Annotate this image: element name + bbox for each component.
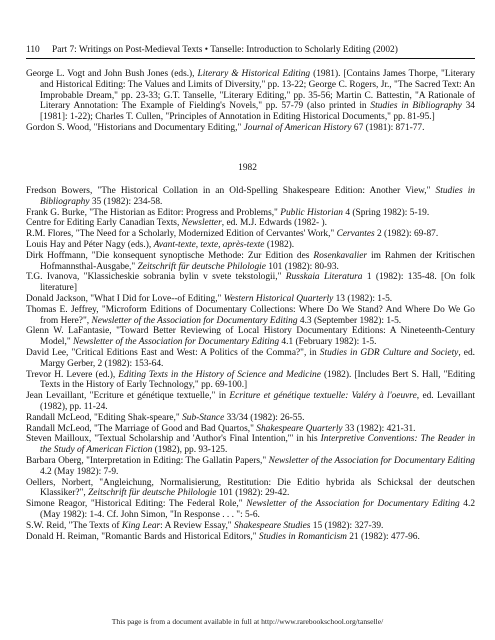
entry-text: Donald H. Reiman, "Romantic Bards and Historical Editors," — [26, 531, 259, 542]
entry-title-italic: Journal of American History — [243, 122, 352, 133]
entry-text: 4.1 (February 1982): 1-5. — [279, 337, 377, 348]
entry-text: , ed. Margy Gerber, 2 (1982): 153-64. — [40, 347, 475, 369]
entry-title-italic: Zeitschrift für deutsche Philologie — [137, 261, 266, 272]
entry-text: 15 (1982): 327-39. — [310, 520, 384, 531]
entry-text: T.G. Ivanova, "Klassicheskie sobrania bylin v svete tekstologii," — [26, 272, 286, 283]
entry-title-italic: Shakespeare Studies — [233, 520, 311, 531]
entry-text: 67 (1981): 871-77. — [351, 122, 425, 133]
entry-title-italic: Newsletter of the Association for Documentary Editing — [268, 455, 475, 466]
year-heading: 1982 — [238, 163, 257, 173]
bibliography-entry — [26, 186, 475, 208]
entry-text: im Rahmen der Kritischen Hofmannsthal-Ausgabe," — [40, 250, 475, 272]
entry-title-italic: Studies in GDR Culture and Society — [319, 347, 459, 358]
entry-title-italic: Public Historian — [280, 207, 343, 218]
entry-text: 35 (1982): 234-58. — [89, 196, 163, 207]
bibliography-entry — [26, 240, 475, 251]
entry-text: , ed. Levaillant (1982), pp. 11-24. — [40, 391, 475, 412]
entry-text: George L. Vogt and John Bush Jones (eds.), — [26, 69, 198, 79]
entry-text: Gordon S. Wood, "Historians and Documentary Editing," — [26, 122, 244, 133]
entry-title-italic: Avant-texte, texte, après-texte — [153, 239, 265, 250]
entry-text: Fredson Bowers, "The Historical Collation in an Old-Spelling Shakespeare Edition: Another View," — [26, 186, 436, 196]
entry-text: S.W. Reid, "The Texts of — [26, 520, 122, 531]
bibliography-entry — [26, 208, 475, 219]
bibliography-entry — [26, 370, 475, 392]
entry-text: Centre for Editing Early Canadian Texts, — [26, 218, 182, 229]
bibliography-entry — [26, 521, 475, 532]
running-header — [26, 45, 475, 56]
entry-text: R.M. Flores, "The Need for a Scholarly, Modernized Edition of Cervantes' Work," — [26, 229, 337, 240]
header-rule — [26, 58, 475, 59]
entry-text: (1982). — [264, 239, 295, 250]
entry-title-italic: Newsletter of the Association for Documentary Editing — [246, 499, 460, 510]
page-number: 110 — [26, 45, 40, 55]
entry-title-italic: Zeitschrift für deutsche Philologie — [88, 488, 217, 499]
bibliography-entry — [26, 218, 475, 229]
entry-text: Randall McLeod, "Editing Shak-speare," — [26, 412, 183, 423]
entry-text: Jean Levaillant, "Ecriture et génétique textuelle," in — [26, 391, 230, 402]
bibliography-entry — [26, 456, 475, 478]
page-footer: This page is from a document available in full at http://www.rarebookschool.org/tanselle/ — [111, 617, 384, 626]
bibliography-entry — [26, 532, 475, 543]
entry-text: 4.2 (May 1982): 1-4. Cf. John Simon, "In Response . . . ": 5-6. — [40, 499, 476, 520]
entry-text: Randall McLeod, "The Marriage of Good and Bad Quartos," — [26, 423, 257, 434]
bibliography-entry — [26, 69, 475, 123]
bibliography-entry — [26, 326, 475, 348]
entry-text: (1981). [Contains James Thorpe, "Literary and Historical Editing: The Values and Limits of Diversity," pp. 13-22; George C. Rogers, Jr., "The Sacred Text: An Improbable Dream," pp. 23-33; G.T. Tanselle, "Literary Editing," pp. 35-56; Martin C. Battestin, "A Rationale of Literary Annotation: The Example of Fielding's Novels," pp. 57-79 (also printed in — [40, 69, 476, 112]
entry-title-italic: Studies in Romanticism — [258, 531, 347, 542]
entry-text: 101 (1982): 29-42. — [216, 488, 290, 499]
bibliography-entry — [26, 478, 475, 500]
entry-text: : A Review Essay," — [160, 520, 234, 531]
bibliography-entry — [26, 123, 475, 134]
bibliography-entry — [26, 348, 475, 370]
bibliography-entry — [26, 499, 475, 521]
entry-text: Donald Jackson, "What I Did for Love--of Editing," — [26, 293, 224, 304]
entry-text: 1 (1982): 135-48. [On folk literature] — [40, 272, 476, 294]
entry-text: 34 [1981]: 1-22); Charles T. Cullen, "Principles of Annotation in Editing Historical Documents," pp. 81-95.] — [40, 101, 475, 123]
entry-title-italic: Shakespeare Quarterly — [256, 423, 343, 434]
entry-text: Trevor H. Levere (ed.), — [26, 369, 119, 380]
entry-text: (1982), pp. 93-125. — [152, 445, 228, 456]
entry-text: 13 (1982): 1-5. — [333, 293, 393, 304]
entry-text: 33/34 (1982): 26-55. — [224, 412, 305, 423]
entry-title-italic: Cervantes — [336, 229, 375, 240]
bibliography-list — [26, 186, 475, 542]
entry-text: 21 (1982): 477-96. — [346, 531, 420, 542]
entry-text: 4.2 (May 1982): 7-9. — [40, 466, 119, 477]
entry-title-italic: Western Historical Quarterly — [223, 293, 334, 304]
entry-text: Thomas E. Jeffrey, "Microform Editions of Documentary Collections: Where Do We Stand? And Where Do We Go from Here?", — [26, 304, 475, 326]
entry-title-italic: Newsletter — [181, 218, 222, 229]
entry-title-italic: Interpretive Conventions: The Reader in the Study of American Fiction — [40, 434, 476, 456]
bibliography-entry — [26, 272, 475, 294]
entry-text: Louis Hay and Péter Nagy (eds.), — [26, 239, 154, 250]
entry-title-italic: King Lear — [121, 520, 161, 531]
bibliography-entry — [26, 294, 475, 305]
bibliography-continued — [26, 69, 475, 134]
entry-text: Barbara Oberg, "Interpretation in Editing: The Gallatin Papers," — [26, 455, 269, 466]
entry-title-italic: Russkaia Literatura — [285, 272, 363, 283]
bibliography-entry — [26, 413, 475, 424]
entry-title-italic: Newsletter of the Association for Documentary Editing — [91, 315, 298, 326]
bibliography-entry — [26, 229, 475, 240]
entry-title-italic: Rosenkavalier — [313, 250, 368, 261]
bibliography-entry — [26, 424, 475, 435]
entry-title-italic: Studies in Bibliography — [370, 101, 462, 112]
entry-text: , ed. M.J. Edwards (1982- ). — [221, 218, 327, 229]
entry-text: Oellers, Norbert, "Angleichung, Normalisierung, Restitution: Die Editio hybrida als Schicksal der deutschen Klassiker?", — [26, 477, 475, 499]
entry-title-italic: Newsletter of the Association for Documentary Editing — [73, 337, 280, 348]
entry-text: Glenn W. LaFantasie, "Toward Better Reviewing of Local History Documentary Editions: A Nineteenth-Century Model," — [26, 326, 475, 348]
entry-text: 2 (1982): 69-87. — [374, 229, 439, 240]
entry-text: David Lee, "Critical Editions East and West: A Politics of the Comma?", in — [26, 347, 320, 358]
entry-title-italic: Sub-Stance — [182, 412, 225, 423]
bibliography-entry — [26, 391, 475, 413]
entry-text: 33 (1982): 421-31. — [342, 423, 416, 434]
entry-text: Steven Mailloux, "Textual Scholarship and 'Author's Final Intention,'" in his — [26, 434, 321, 445]
entry-text: 4.3 (September 1982): 1-5. — [297, 315, 402, 326]
running-title: Part 7: Writings on Post-Medieval Texts • Tanselle: Introduction to Scholarly Editing (2002) — [52, 45, 398, 55]
entry-text: 4 (Spring 1982): 5-19. — [343, 207, 430, 218]
entry-title-italic: Literary & Historical Editing — [197, 69, 311, 79]
entry-title-italic: Editing Texts in the History of Science and Medicine — [118, 369, 321, 380]
entry-text: Simone Reagor, "Historical Editing: The Federal Role," — [26, 499, 247, 510]
entry-title-italic: Ecriture et génétique textuelle: Valéry à l'oeuvre — [229, 391, 417, 402]
entry-text: Dirk Hoffmann, "Die konsequent synoptische Methode: Zur Edition des — [26, 250, 314, 261]
entry-text: 101 (1982): 80-93. — [265, 261, 339, 272]
entry-title-italic: Studies in Bibliography — [40, 186, 475, 207]
bibliography-entry — [26, 434, 475, 456]
bibliography-entry — [26, 305, 475, 327]
entry-text: (1982). [Includes Bert S. Hall, "Editing Texts in the History of Early Technology," pp. 69-100.] — [40, 369, 476, 391]
bibliography-entry — [26, 251, 475, 273]
entry-text: Frank G. Burke, "The Historian as Editor: Progress and Problems," — [26, 207, 281, 218]
